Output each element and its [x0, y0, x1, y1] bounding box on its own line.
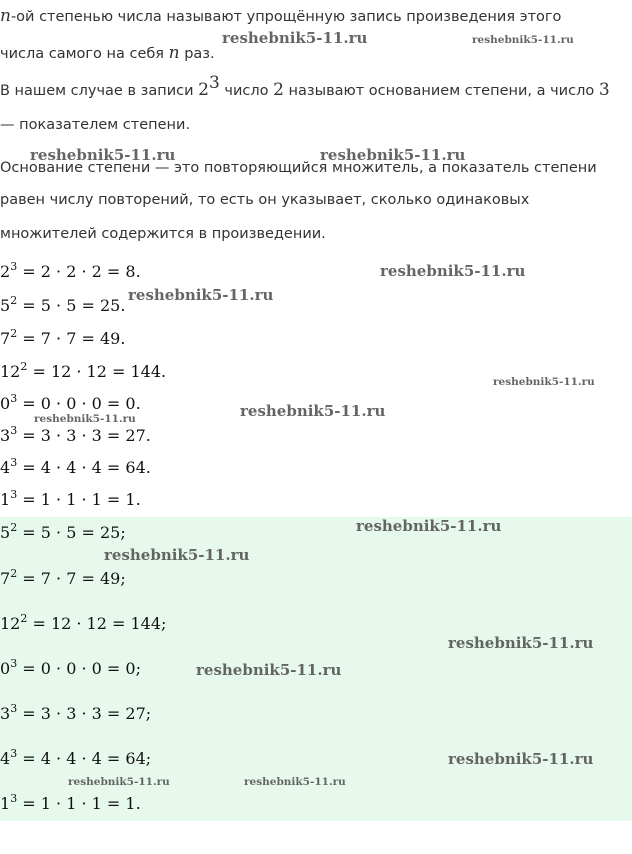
equation-base: 2	[0, 262, 11, 281]
equation-base: 4	[0, 749, 11, 768]
equation-rhs: = 4 · 4 · 4 = 64;	[17, 749, 152, 768]
watermark: reshebnik5-11.ru	[244, 776, 346, 788]
watermark: reshebnik5-11.ru	[240, 402, 386, 420]
equation-exponent: 3	[10, 746, 18, 760]
equation-exponent: 2	[20, 359, 28, 373]
example-equation	[0, 455, 151, 477]
example-equation	[0, 293, 126, 315]
intro-line-2: числа самого на себя n раз.	[0, 43, 215, 63]
watermark: reshebnik5-11.ru	[493, 376, 595, 388]
equation-exponent: 3	[10, 391, 18, 405]
equation-base: 7	[0, 329, 11, 348]
intro-line-4: — показателем степени.	[0, 117, 191, 133]
answer-equation	[0, 611, 167, 633]
example-equation	[0, 487, 141, 509]
intro-line-3: В нашем случае в записи $2^3$ число 2 называют основанием степени, а число 3	[0, 73, 610, 100]
watermark: reshebnik5-11.ru	[34, 413, 136, 425]
equation-exponent: 2	[10, 520, 18, 534]
equation-rhs: = 12 · 12 = 144.	[27, 362, 167, 381]
answer-equation	[0, 791, 141, 813]
watermark: reshebnik5-11.ru	[196, 661, 342, 679]
equation-base: 3	[0, 426, 11, 445]
equation-exponent: 3	[10, 423, 18, 437]
equation-base: 5	[0, 296, 11, 315]
equation-base: 1	[0, 490, 11, 509]
equation-rhs: = 5 · 5 = 25.	[17, 296, 126, 315]
equation-exponent: 3	[10, 259, 18, 273]
equation-rhs: = 0 · 0 · 0 = 0;	[17, 659, 141, 678]
equation-rhs: = 1 · 1 · 1 = 1.	[17, 490, 141, 509]
intro-line-6: равен числу повторений, то есть он указывает, сколько одинаковых	[0, 192, 530, 208]
watermark: reshebnik5-11.ru	[128, 286, 274, 304]
watermark: reshebnik5-11.ru	[320, 146, 466, 164]
example-equation	[0, 423, 151, 445]
equation-exponent: 2	[20, 611, 28, 625]
watermark: reshebnik5-11.ru	[356, 517, 502, 535]
watermark: reshebnik5-11.ru	[104, 546, 250, 564]
equation-exponent: 3	[10, 791, 18, 805]
answer-equation	[0, 656, 141, 678]
equation-base: 1	[0, 794, 11, 813]
equation-rhs: = 1 · 1 · 1 = 1.	[17, 794, 141, 813]
equation-rhs: = 5 · 5 = 25;	[17, 523, 126, 542]
example-equation	[0, 259, 141, 281]
watermark: reshebnik5-11.ru	[448, 634, 594, 652]
watermark: reshebnik5-11.ru	[222, 29, 368, 47]
equation-rhs: = 3 · 3 · 3 = 27.	[17, 426, 151, 445]
equation-exponent: 2	[10, 566, 18, 580]
equation-rhs: = 7 · 7 = 49;	[17, 569, 126, 588]
watermark: reshebnik5-11.ru	[380, 262, 526, 280]
equation-base: 12	[0, 362, 21, 381]
watermark: reshebnik5-11.ru	[68, 776, 170, 788]
intro-line-7: множителей содержится в произведении.	[0, 226, 326, 242]
equation-base: 12	[0, 614, 21, 633]
equation-base: 5	[0, 523, 11, 542]
equation-exponent: 3	[10, 656, 18, 670]
answer-equation	[0, 701, 152, 723]
equation-rhs: = 2 · 2 · 2 = 8.	[17, 262, 141, 281]
equation-exponent: 2	[10, 326, 18, 340]
answer-equation	[0, 566, 126, 588]
watermark: reshebnik5-11.ru	[448, 750, 594, 768]
equation-base: 0	[0, 394, 11, 413]
watermark: reshebnik5-11.ru	[472, 34, 574, 46]
equation-exponent: 2	[10, 293, 18, 307]
watermark: reshebnik5-11.ru	[30, 146, 176, 164]
equation-rhs: = 12 · 12 = 144;	[27, 614, 167, 633]
equation-base: 4	[0, 458, 11, 477]
example-equation	[0, 391, 141, 413]
intro-line-5: Основание степени — это повторяющийся множитель, а показатель степени	[0, 160, 597, 176]
equation-exponent: 3	[10, 455, 18, 469]
answer-equation	[0, 746, 152, 768]
equation-base: 0	[0, 659, 11, 678]
equation-exponent: 3	[10, 487, 18, 501]
answer-equation	[0, 520, 126, 542]
equation-rhs: = 3 · 3 · 3 = 27;	[17, 704, 152, 723]
example-equation	[0, 359, 167, 381]
equation-base: 7	[0, 569, 11, 588]
equation-rhs: = 7 · 7 = 49.	[17, 329, 126, 348]
equation-base: 3	[0, 704, 11, 723]
equation-exponent: 3	[10, 701, 18, 715]
equation-rhs: = 0 · 0 · 0 = 0.	[17, 394, 141, 413]
intro-line-1: n-ой степенью числа называют упрощённую запись произведения этого	[0, 6, 562, 26]
equation-rhs: = 4 · 4 · 4 = 64.	[17, 458, 151, 477]
example-equation	[0, 326, 126, 348]
